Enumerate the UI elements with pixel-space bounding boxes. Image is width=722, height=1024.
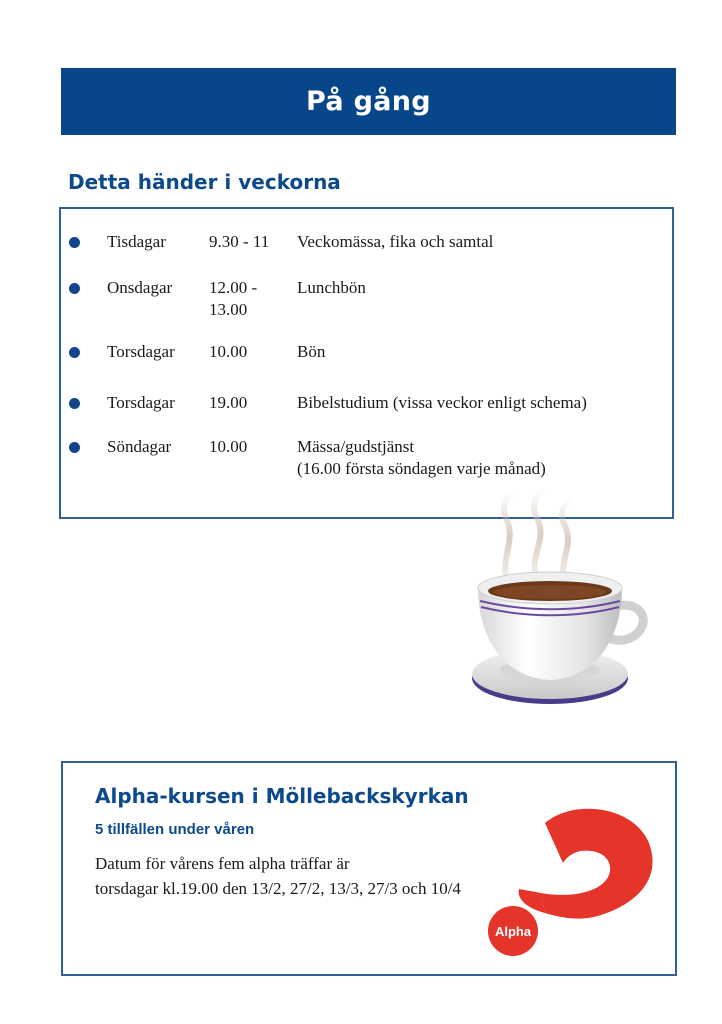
schedule-box [59,207,674,519]
schedule-time: 10.00 [209,342,248,361]
schedule-event: Mässa/gudstjänst [297,437,415,456]
alpha-description [95,851,515,901]
alpha-subtitle: 5 tillfällen under våren [95,821,255,838]
bullet-icon [69,442,80,453]
schedule-day: Tisdagar [107,232,166,251]
schedule-day: Torsdagar [107,393,175,412]
weekly-heading: Detta händer i veckorna [68,170,341,194]
coffee-cup-icon [466,488,652,719]
bullet-icon [69,347,80,358]
bullet-icon [69,237,80,248]
bullet-icon [69,283,80,294]
page-title: På gång [306,86,431,117]
bullet-icon [69,398,80,409]
schedule-time: 10.00 [209,437,248,456]
page-banner [61,68,676,135]
schedule-time: 19.00 [209,393,248,412]
schedule-event-note: (16.00 första söndagen varje månad) [297,459,546,478]
schedule-day: Onsdagar [107,278,173,297]
alpha-text-line: torsdagar kl.19.00 den 13/2, 27/2, 13/3, 27/3 och 10/4 [95,879,461,898]
alpha-question-mark-logo [483,801,658,966]
alpha-logo-text: Alpha [494,924,532,939]
schedule-event: Bibelstudium (vissa veckor enligt schema) [297,393,587,412]
alpha-box [61,761,677,976]
alpha-text-line: Datum för vårens fem alpha träffar är [95,854,350,873]
schedule-time: 12.00 - 13.00 [209,278,258,319]
alpha-title: Alpha-kursen i Möllebackskyrkan [95,784,469,808]
schedule-event: Veckomässa, fika och samtal [297,232,494,251]
schedule-day: Söndagar [107,437,172,456]
schedule-day: Torsdagar [107,342,175,361]
schedule-event: Lunchbön [297,278,366,297]
schedule-time: 9.30 - 11 [209,232,270,251]
schedule-event: Bön [297,342,326,361]
